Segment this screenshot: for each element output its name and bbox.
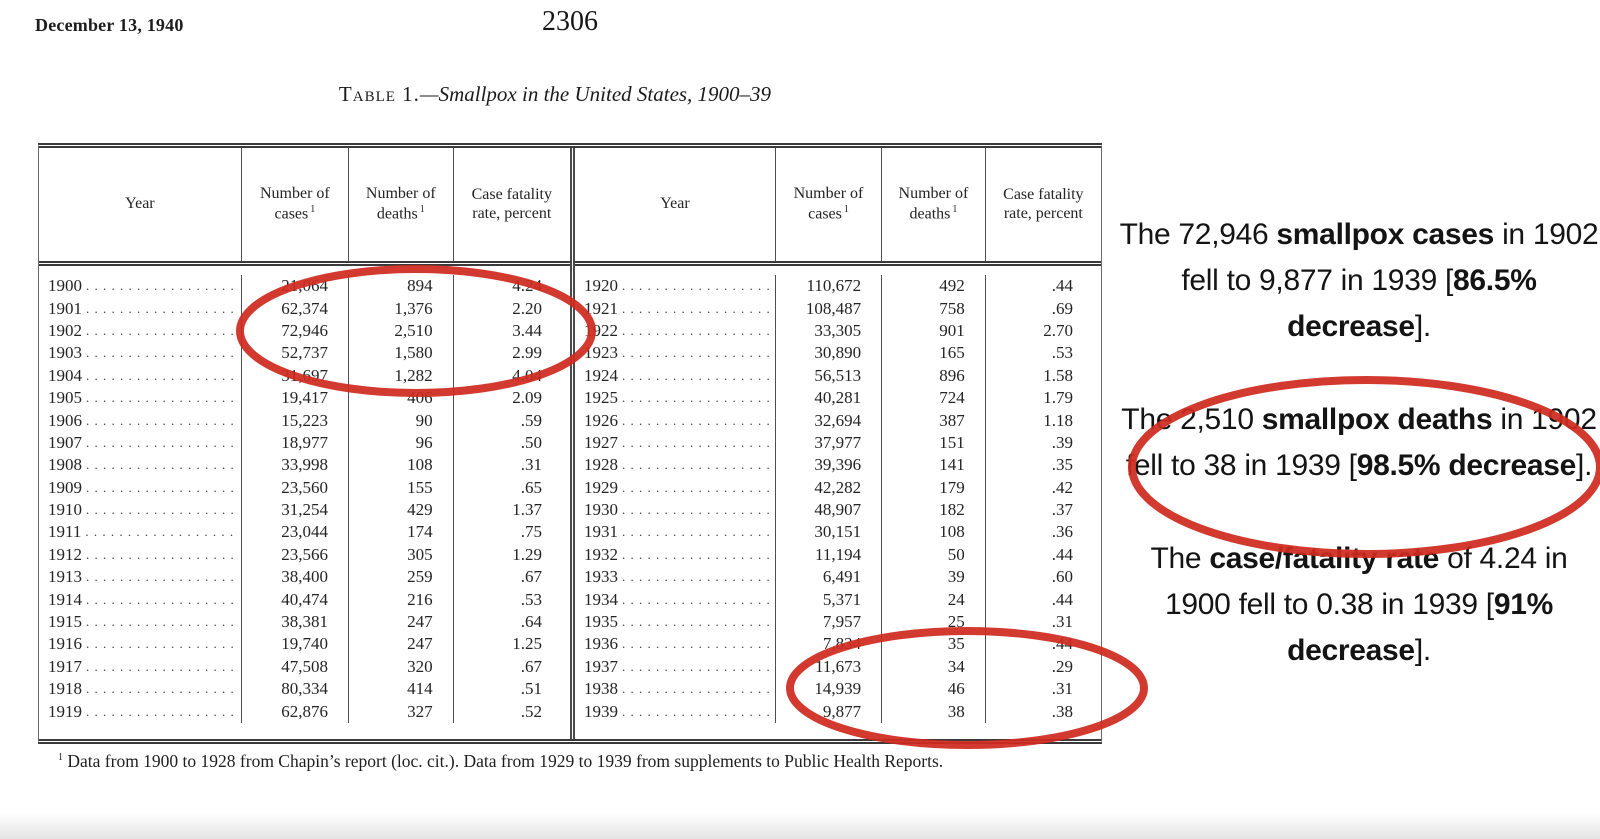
table-row <box>575 499 1101 521</box>
year-cell: 1902 . . . <box>39 320 241 342</box>
table-row <box>575 297 1101 319</box>
cases-cell: 38,400 <box>241 566 348 588</box>
table-row <box>575 700 1101 722</box>
rate-cell: .51 <box>453 678 570 700</box>
table-row <box>575 342 1101 364</box>
year-cell: 1901 . . . <box>39 297 241 319</box>
deaths-cell: 96 <box>348 432 453 454</box>
rate-cell: 2.99 <box>453 342 570 364</box>
table-row <box>575 387 1101 409</box>
deaths-cell: 174 <box>348 521 453 543</box>
dot-leader <box>86 592 235 608</box>
rate-cell: .38 <box>985 700 1101 722</box>
cases-cell: 80,334 <box>241 678 348 700</box>
rate-cell: 3.44 <box>453 320 570 342</box>
cases-cell: 52,737 <box>241 342 348 364</box>
rate-cell: .29 <box>985 656 1101 678</box>
dot-leader <box>86 278 235 294</box>
table-row <box>39 588 570 610</box>
year-cell: 1913 . . . <box>39 566 241 588</box>
rate-cell: .53 <box>453 588 570 610</box>
footnote-text: Data from 1900 to 1928 from Chapin’s report (loc. cit.). Data from 1929 to 1939 from supplements to Public Health Reports. <box>67 751 944 771</box>
dot-leader <box>86 614 235 630</box>
year-cell: 1912 . . . <box>39 544 241 566</box>
deaths-cell: 179 <box>881 477 985 499</box>
rate-cell: 4.24 <box>453 275 570 297</box>
cases-cell: 32,694 <box>775 409 881 431</box>
table-row <box>39 409 570 431</box>
table-body-right <box>575 266 1101 739</box>
deaths-cell: 38 <box>881 700 985 722</box>
table-row <box>39 342 570 364</box>
deaths-cell: 327 <box>348 700 453 722</box>
cases-cell: 33,305 <box>775 320 881 342</box>
rate-cell: .60 <box>985 566 1101 588</box>
year-cell: 1937 . . . <box>575 656 775 678</box>
cases-cell: 31,254 <box>241 499 348 521</box>
rate-header: Case fatality rate, percent <box>985 148 1101 261</box>
deaths-cell: 414 <box>348 678 453 700</box>
cases-cell: 7,957 <box>775 611 881 633</box>
deaths-cell: 141 <box>881 454 985 476</box>
cases-header: Number of cases $^1$ <box>775 148 881 261</box>
cases-cell: 62,374 <box>241 297 348 319</box>
deaths-cell: 1,580 <box>348 342 453 364</box>
rate-cell: .67 <box>453 656 570 678</box>
year-cell: 1938 . . . <box>575 678 775 700</box>
year-cell: 1929 . . . <box>575 477 775 499</box>
year-cell: 1909 . . . <box>39 477 241 499</box>
deaths-cell: 724 <box>881 387 985 409</box>
rate-cell: 1.25 <box>453 633 570 655</box>
rate-cell: .42 <box>985 477 1101 499</box>
deaths-cell: 50 <box>881 544 985 566</box>
table-row <box>39 365 570 387</box>
deaths-cell: 165 <box>881 342 985 364</box>
dot-leader <box>622 457 769 473</box>
footnote-marker: 1 <box>843 203 849 215</box>
cases-cell: 14,939 <box>775 678 881 700</box>
rate-cell: .69 <box>985 297 1101 319</box>
rate-cell: .31 <box>453 454 570 476</box>
dot-leader <box>622 636 769 652</box>
dot-leader <box>622 368 769 384</box>
table-header-left <box>39 148 570 266</box>
deaths-cell: 151 <box>881 432 985 454</box>
dot-leader <box>86 413 235 429</box>
rate-cell: 1.29 <box>453 544 570 566</box>
table-row <box>39 611 570 633</box>
annotation-panel <box>1118 212 1600 721</box>
year-cell: 1926 . . . <box>575 409 775 431</box>
deaths-cell: 2,510 <box>348 320 453 342</box>
dot-leader <box>86 636 235 652</box>
deaths-cell: 305 <box>348 544 453 566</box>
deaths-cell: 406 <box>348 387 453 409</box>
dot-leader <box>86 435 235 451</box>
rate-cell: .31 <box>985 678 1101 700</box>
page-number: 2306 <box>542 6 598 37</box>
dot-leader <box>86 547 235 563</box>
table-row <box>39 700 570 722</box>
table-row <box>39 633 570 655</box>
year-cell: 1904 . . . <box>39 365 241 387</box>
table-row <box>575 611 1101 633</box>
table-row <box>575 365 1101 387</box>
dot-leader <box>86 704 235 720</box>
deaths-cell: 35 <box>881 633 985 655</box>
rate-cell: .44 <box>985 275 1101 297</box>
rate-cell: 1.58 <box>985 365 1101 387</box>
table-row <box>39 387 570 409</box>
rate-cell: .53 <box>985 342 1101 364</box>
rate-cell: .59 <box>453 409 570 431</box>
deaths-cell: 387 <box>881 409 985 431</box>
year-cell: 1903 . . . <box>39 342 241 364</box>
cases-cell: 56,513 <box>775 365 881 387</box>
rate-cell: 2.20 <box>453 297 570 319</box>
table-row <box>575 678 1101 700</box>
cases-cell: 19,417 <box>241 387 348 409</box>
footnote-marker: 1 <box>419 203 425 215</box>
rate-header: Case fatality rate, percent <box>453 148 570 261</box>
rate-cell: .37 <box>985 499 1101 521</box>
rate-cell: .44 <box>985 633 1101 655</box>
year-cell: 1906 . . . <box>39 409 241 431</box>
deaths-cell: 90 <box>348 409 453 431</box>
deaths-cell: 155 <box>348 477 453 499</box>
table-title <box>140 82 970 107</box>
cases-cell: 23,560 <box>241 477 348 499</box>
cases-cell: 30,151 <box>775 521 881 543</box>
rate-cell: .31 <box>985 611 1101 633</box>
cases-cell: 62,876 <box>241 700 348 722</box>
table-footnote <box>38 751 1113 773</box>
deaths-cell: 896 <box>881 365 985 387</box>
deaths-cell: 1,376 <box>348 297 453 319</box>
year-cell: 1917 . . . <box>39 656 241 678</box>
dot-leader <box>622 592 769 608</box>
table-title-label: Table 1. <box>338 82 420 106</box>
dot-leader <box>622 659 769 675</box>
year-cell: 1939 . . . <box>575 700 775 722</box>
rate-cell: .44 <box>985 588 1101 610</box>
table-row <box>575 544 1101 566</box>
table-row <box>39 656 570 678</box>
dot-leader <box>622 569 769 585</box>
year-cell: 1931 . . . <box>575 521 775 543</box>
year-cell: 1928 . . . <box>575 454 775 476</box>
dot-leader <box>622 323 769 339</box>
table-body-left <box>39 266 570 739</box>
dot-leader <box>622 390 769 406</box>
rate-cell: 2.70 <box>985 320 1101 342</box>
rate-cell: .67 <box>453 566 570 588</box>
table-row <box>39 499 570 521</box>
table-title-text: —Smallpox in the United States, 1900–39 <box>419 82 772 106</box>
footnote-marker: 1 <box>952 203 958 215</box>
deaths-cell: 34 <box>881 656 985 678</box>
cases-cell: 33,998 <box>241 454 348 476</box>
cases-cell: 48,907 <box>775 499 881 521</box>
table-row <box>575 566 1101 588</box>
cases-cell: 110,672 <box>775 275 881 297</box>
rate-cell: .65 <box>453 477 570 499</box>
deaths-cell: 320 <box>348 656 453 678</box>
table-row <box>575 409 1101 431</box>
annotation-paragraph: The case/fatality rate of 4.24 in 1900 fell to 0.38 in 1939 [91% decrease]. <box>1150 542 1568 667</box>
table-row <box>39 521 570 543</box>
rate-cell: 2.09 <box>453 387 570 409</box>
year-cell: 1916 . . . <box>39 633 241 655</box>
dot-leader <box>622 704 769 720</box>
rate-cell: 1.79 <box>985 387 1101 409</box>
annotation-paragraph: The 2,510 smallpox deaths in 1902 fell to 38 in 1939 [98.5% decrease]. <box>1121 403 1597 482</box>
table-row <box>575 588 1101 610</box>
table-row <box>575 432 1101 454</box>
cases-cell: 6,491 <box>775 566 881 588</box>
rate-cell: .75 <box>453 521 570 543</box>
cases-cell: 40,474 <box>241 588 348 610</box>
year-cell: 1905 . . . <box>39 387 241 409</box>
rate-cell: .44 <box>985 544 1101 566</box>
deaths-header: Number of deaths $^1$ <box>881 148 985 261</box>
deaths-cell: 46 <box>881 678 985 700</box>
dot-leader <box>86 457 235 473</box>
page-bottom-gradient <box>0 813 1600 839</box>
dot-leader <box>622 435 769 451</box>
table-row <box>39 275 570 297</box>
table-row <box>39 566 570 588</box>
table-row <box>575 477 1101 499</box>
deaths-cell: 1,282 <box>348 365 453 387</box>
dot-leader <box>622 681 769 697</box>
dot-leader <box>622 278 769 294</box>
year-header: Year <box>125 195 155 213</box>
deaths-cell: 24 <box>881 588 985 610</box>
year-cell: 1936 . . . <box>575 633 775 655</box>
deaths-cell: 39 <box>881 566 985 588</box>
dot-leader <box>622 614 769 630</box>
cases-cell: 7,834 <box>775 633 881 655</box>
year-cell: 1927 . . . <box>575 432 775 454</box>
rate-cell: .64 <box>453 611 570 633</box>
table-row <box>575 454 1101 476</box>
cases-cell: 31,697 <box>241 365 348 387</box>
dot-leader <box>622 502 769 518</box>
dot-leader <box>622 480 769 496</box>
year-cell: 1935 . . . <box>575 611 775 633</box>
year-cell: 1932 . . . <box>575 544 775 566</box>
cases-cell: 15,223 <box>241 409 348 431</box>
year-cell: 1933 . . . <box>575 566 775 588</box>
smallpox-table <box>38 143 1102 744</box>
table-row <box>575 275 1101 297</box>
dot-leader <box>86 659 235 675</box>
dot-leader <box>86 390 235 406</box>
table-row <box>39 454 570 476</box>
rate-cell: 1.37 <box>453 499 570 521</box>
annotation-paragraph: The 72,946 smallpox cases in 1902 fell to 9,877 in 1939 [86.5% decrease]. <box>1119 218 1599 343</box>
cases-cell: 30,890 <box>775 342 881 364</box>
table-row <box>39 678 570 700</box>
table-row <box>39 432 570 454</box>
table-half-left <box>39 148 570 739</box>
cases-cell: 38,381 <box>241 611 348 633</box>
table-row <box>575 633 1101 655</box>
deaths-cell: 216 <box>348 588 453 610</box>
table-row <box>575 656 1101 678</box>
year-header: Year <box>660 195 690 213</box>
deaths-cell: 247 <box>348 611 453 633</box>
rate-cell: .36 <box>985 521 1101 543</box>
rate-cell: .39 <box>985 432 1101 454</box>
footnote-marker: 1 <box>58 752 63 764</box>
dot-leader <box>86 301 235 317</box>
cases-cell: 23,044 <box>241 521 348 543</box>
rate-cell: 4.04 <box>453 365 570 387</box>
table-row <box>575 521 1101 543</box>
deaths-cell: 894 <box>348 275 453 297</box>
dot-leader <box>86 569 235 585</box>
dot-leader <box>86 502 235 518</box>
rate-cell: .52 <box>453 700 570 722</box>
cases-cell: 19,740 <box>241 633 348 655</box>
year-cell: 1919 . . . <box>39 700 241 722</box>
year-cell: 1922 . . . <box>575 320 775 342</box>
dot-leader <box>622 413 769 429</box>
footnote-marker: 1 <box>310 203 316 215</box>
rate-cell: .35 <box>985 454 1101 476</box>
year-cell: 1914 . . . <box>39 588 241 610</box>
rate-cell: .50 <box>453 432 570 454</box>
cases-cell: 108,487 <box>775 297 881 319</box>
deaths-cell: 25 <box>881 611 985 633</box>
table-row <box>39 297 570 319</box>
deaths-cell: 758 <box>881 297 985 319</box>
dot-leader <box>85 524 234 540</box>
deaths-header: Number of deaths $^1$ <box>348 148 453 261</box>
deaths-cell: 901 <box>881 320 985 342</box>
year-cell: 1915 . . . <box>39 611 241 633</box>
cases-header: Number of cases $^1$ <box>241 148 348 261</box>
dot-leader <box>86 345 235 361</box>
deaths-cell: 259 <box>348 566 453 588</box>
cases-cell: 42,282 <box>775 477 881 499</box>
cases-cell: 40,281 <box>775 387 881 409</box>
year-cell: 1925 . . . <box>575 387 775 409</box>
year-cell: 1900 . . . <box>39 275 241 297</box>
dot-leader <box>86 368 235 384</box>
year-cell: 1921 . . . <box>575 297 775 319</box>
cases-cell: 39,396 <box>775 454 881 476</box>
rate-cell: 1.18 <box>985 409 1101 431</box>
table-row <box>39 320 570 342</box>
year-cell: 1934 . . . <box>575 588 775 610</box>
dot-leader <box>622 547 769 563</box>
table-row <box>575 320 1101 342</box>
cases-cell: 11,194 <box>775 544 881 566</box>
table-header-right <box>575 148 1101 266</box>
cases-cell: 11,673 <box>775 656 881 678</box>
year-cell: 1910 . . . <box>39 499 241 521</box>
cases-cell: 23,566 <box>241 544 348 566</box>
deaths-cell: 429 <box>348 499 453 521</box>
year-cell: 1908 . . . <box>39 454 241 476</box>
cases-cell: 5,371 <box>775 588 881 610</box>
cases-cell: 18,977 <box>241 432 348 454</box>
year-cell: 1930 . . . <box>575 499 775 521</box>
dot-leader <box>622 345 769 361</box>
cases-cell: 72,946 <box>241 320 348 342</box>
deaths-cell: 108 <box>881 521 985 543</box>
cases-cell: 47,508 <box>241 656 348 678</box>
deaths-cell: 492 <box>881 275 985 297</box>
cases-cell: 21,064 <box>241 275 348 297</box>
document-date: December 13, 1940 <box>35 15 184 35</box>
year-cell: 1907 . . . <box>39 432 241 454</box>
year-cell: 1920 . . . <box>575 275 775 297</box>
year-cell: 1918 . . . <box>39 678 241 700</box>
year-cell: 1911 . . . <box>39 521 241 543</box>
table-row <box>39 544 570 566</box>
table-row <box>39 477 570 499</box>
deaths-cell: 182 <box>881 499 985 521</box>
dot-leader <box>86 323 235 339</box>
deaths-cell: 247 <box>348 633 453 655</box>
cases-cell: 9,877 <box>775 700 881 722</box>
dot-leader <box>622 301 769 317</box>
deaths-cell: 108 <box>348 454 453 476</box>
dot-leader <box>622 524 769 540</box>
cases-cell: 37,977 <box>775 432 881 454</box>
year-cell: 1923 . . . <box>575 342 775 364</box>
dot-leader <box>86 480 235 496</box>
dot-leader <box>86 681 235 697</box>
table-half-right <box>570 148 1101 739</box>
year-cell: 1924 . . . <box>575 365 775 387</box>
